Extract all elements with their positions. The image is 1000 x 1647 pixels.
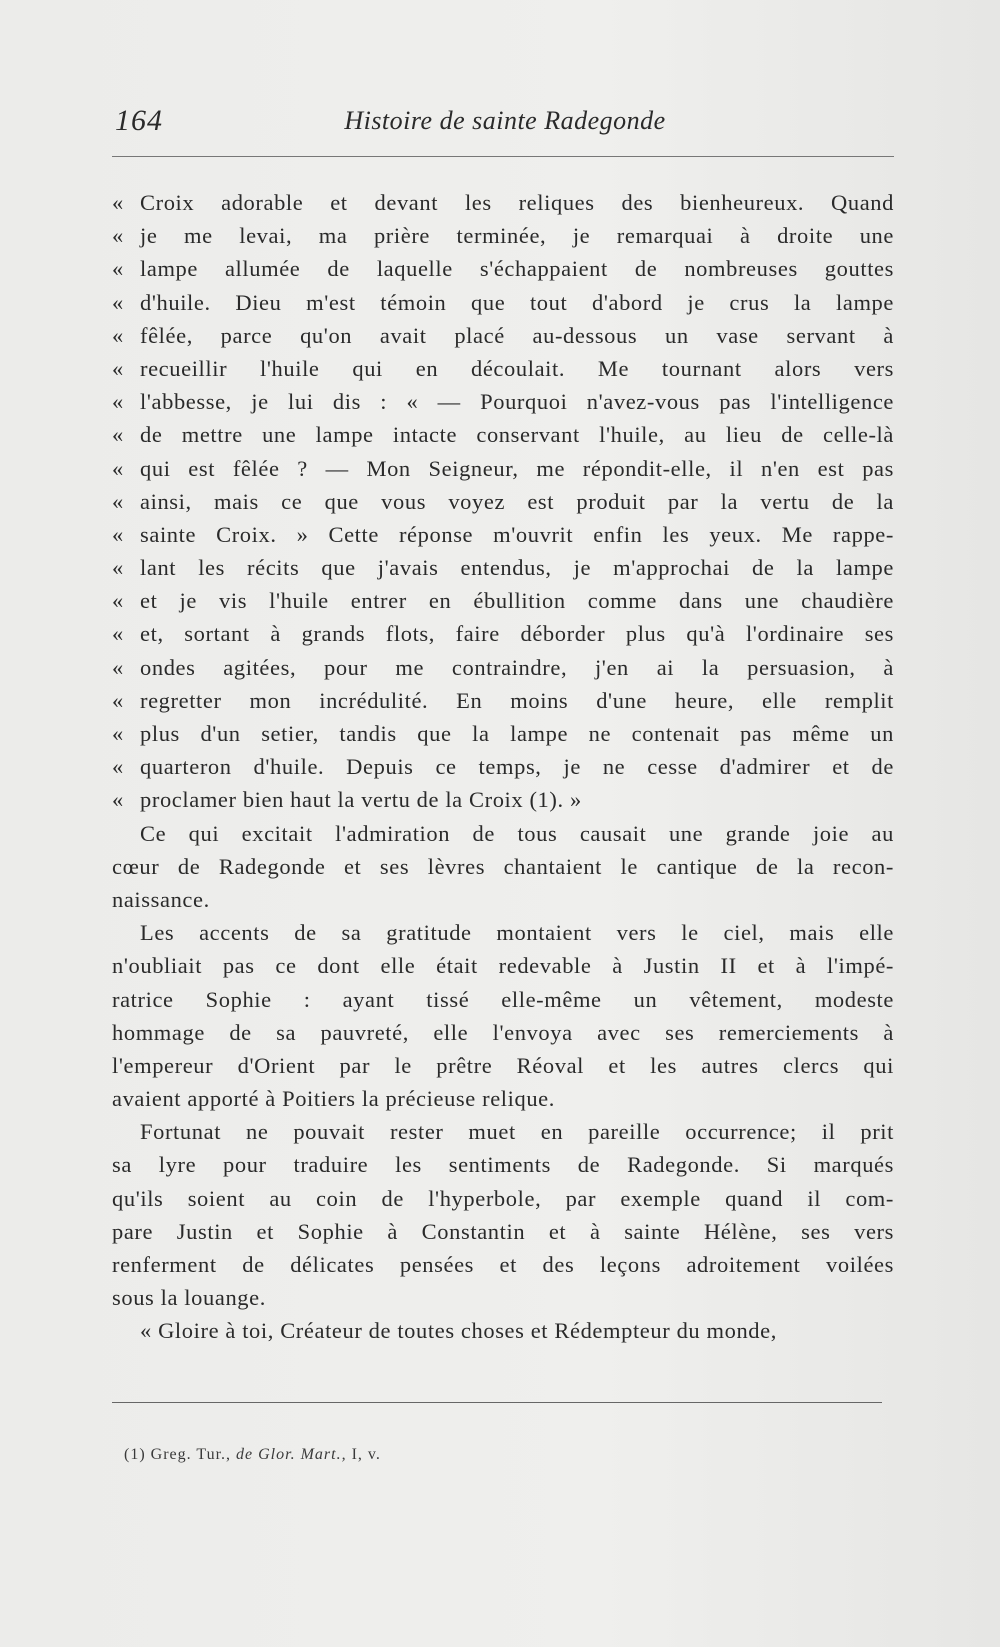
quote-mark: « (112, 488, 124, 514)
footnote-ref: I, v. (351, 1446, 381, 1463)
footnote-rule (112, 1402, 882, 1403)
line-text: proclamer bien haut la vertu de la Croix (1). » (140, 787, 582, 813)
line-text: Ce qui excitait l'admiration de tous causait une grande joie au (140, 820, 894, 846)
line-text: je me levai, ma prière terminée, je remarquai à droite une (140, 223, 894, 249)
paragraph-gloire (112, 1314, 894, 1347)
text-line (112, 1314, 894, 1347)
quoted-line (112, 352, 894, 385)
footnote-marker: (1) (124, 1446, 146, 1463)
line-text: sa lyre pour traduire les sentiments de Radegonde. Si marqués (112, 1152, 894, 1178)
line-text: renferment de délicates pensées et des leçons adroitement voilées (112, 1252, 894, 1277)
body-text (112, 186, 894, 1348)
line-text: de mettre une lampe intacte conservant l'huile, au lieu de celle-là (140, 422, 894, 448)
line-text: recueillir l'huile qui en découlait. Me tournant alors vers (140, 355, 894, 381)
quote-mark: « (112, 422, 124, 448)
quote-mark: « (112, 588, 124, 614)
text-line (112, 916, 894, 949)
line-text: regretter mon incrédulité. En moins d'une heure, elle remplit (140, 687, 894, 713)
quoted-line (112, 452, 894, 485)
line-text: n'oubliait pas ce dont elle était redevable à Justin II et à l'impé- (112, 953, 894, 979)
quoted-line (112, 319, 894, 352)
quote-mark: « (112, 256, 124, 282)
line-text: hommage de sa pauvreté, elle l'envoya avec ses remerciements à (112, 1019, 894, 1045)
line-text: pare Justin et Sophie à Constantin et à sainte Hélène, ses vers (112, 1218, 894, 1244)
text-line (112, 1248, 894, 1281)
line-text: qu'ils soient au coin de l'hyperbole, par exemple quand il com- (112, 1185, 894, 1211)
paragraph-fortunat (112, 1115, 894, 1314)
text-line (112, 949, 894, 982)
footnote-work: de Glor. Mart., (236, 1446, 347, 1463)
quoted-line (112, 186, 894, 219)
line-text: l'abbesse, je lui dis : « — Pourquoi n'avez-vous pas l'intelligence (140, 389, 894, 415)
quote-mark: « (112, 721, 124, 746)
line-text: qui est fêlée ? — Mon Seigneur, me répondit-elle, il n'en est pas (140, 455, 894, 481)
quoted-line (112, 617, 894, 650)
line-text: lant les récits que j'avais entendus, je m'approchai de la lampe (140, 555, 894, 581)
quote-mark: « (112, 754, 124, 780)
line-text: avaient apporté à Poitiers la précieuse relique. (112, 1086, 555, 1112)
text-line (112, 1082, 894, 1115)
quote-mark: « (112, 355, 124, 381)
quote-mark: « (112, 223, 124, 249)
page-number: 164 (115, 104, 163, 137)
quoted-line (112, 684, 894, 717)
text-line (112, 1281, 894, 1314)
quote-mark: « (112, 322, 124, 348)
line-text: sainte Croix. » Cette réponse m'ouvrit enfin les yeux. Me rappe- (140, 521, 894, 547)
quoted-passage (112, 186, 894, 817)
line-text: quarteron d'huile. Depuis ce temps, je ne cesse d'admirer et de (140, 754, 894, 780)
quote-mark: « (112, 521, 124, 547)
line-text: et je vis l'huile entrer en ébullition comme dans une chaudière (140, 588, 894, 614)
line-text: Croix adorable et devant les reliques des bienheureux. Quand (140, 190, 894, 215)
quoted-line (112, 385, 894, 418)
line-text: « Gloire à toi, Créateur de toutes choses et Rédempteur du monde, (140, 1318, 777, 1344)
text-line (112, 883, 894, 916)
quoted-line (112, 651, 894, 684)
page-header (115, 104, 895, 144)
line-text: sous la louange. (112, 1285, 266, 1311)
quote-mark: « (112, 787, 124, 813)
quote-mark: « (112, 190, 124, 215)
footnote (124, 1446, 381, 1464)
quoted-line (112, 750, 894, 783)
line-text: naissance. (112, 886, 210, 912)
text-line (112, 1016, 894, 1049)
text-line (112, 1115, 894, 1148)
quoted-line (112, 485, 894, 518)
quote-mark: « (112, 389, 124, 415)
quoted-line (112, 551, 894, 584)
line-text: plus d'un setier, tandis que la lampe ne contenait pas même un (140, 721, 894, 746)
quoted-line (112, 717, 894, 750)
header-rule (112, 156, 894, 157)
text-line (112, 850, 894, 883)
line-text: Fortunat ne pouvait rester muet en pareille occurrence; il prit (140, 1119, 894, 1145)
quote-mark: « (112, 654, 124, 680)
quoted-line (112, 783, 894, 816)
text-line (112, 1148, 894, 1181)
line-text: cœur de Radegonde et ses lèvres chantaient le cantique de la recon- (112, 853, 894, 879)
quoted-line (112, 252, 894, 285)
text-line (112, 1182, 894, 1215)
quote-mark: « (112, 555, 124, 581)
line-text: et, sortant à grands flots, faire déborder plus qu'à l'ordinaire ses (140, 621, 894, 647)
text-line (112, 983, 894, 1016)
text-line (112, 817, 894, 850)
line-text: lampe allumée de laquelle s'échappaient de nombreuses gouttes (140, 256, 894, 282)
line-text: ainsi, mais ce que vous voyez est produit par la vertu de la (140, 488, 894, 514)
line-text: d'huile. Dieu m'est témoin que tout d'abord je crus la lampe (140, 289, 894, 315)
quoted-line (112, 418, 894, 451)
line-text: ondes agitées, pour me contraindre, j'en ai la persuasion, à (140, 654, 894, 680)
quote-mark: « (112, 289, 124, 315)
quoted-line (112, 518, 894, 551)
quote-mark: « (112, 687, 124, 713)
quote-mark: « (112, 621, 124, 647)
quoted-line (112, 219, 894, 252)
footnote-author: Greg. Tur., (150, 1446, 232, 1463)
line-text: ratrice Sophie : ayant tissé elle-même un vêtement, modeste (112, 986, 894, 1012)
line-text: Les accents de sa gratitude montaient vers le ciel, mais elle (140, 920, 894, 946)
running-title: Histoire de sainte Radegonde (344, 106, 666, 135)
quoted-line (112, 584, 894, 617)
line-text: fêlée, parce qu'on avait placé au-dessous un vase servant à (140, 322, 894, 348)
quote-mark: « (112, 455, 124, 481)
text-line (112, 1215, 894, 1248)
text-line (112, 1049, 894, 1082)
paragraph-gratitude (112, 916, 894, 1115)
paragraph-admiration (112, 817, 894, 917)
quoted-line (112, 286, 894, 319)
line-text: l'empereur d'Orient par le prêtre Réoval et les autres clercs qui (112, 1052, 894, 1078)
